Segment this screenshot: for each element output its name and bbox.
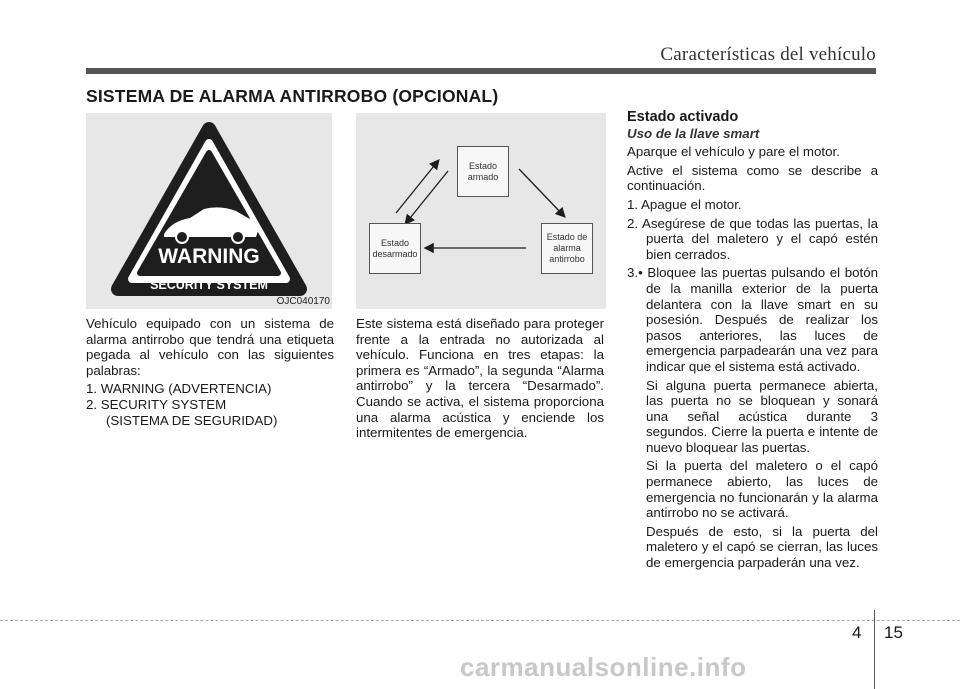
header-rule <box>86 68 876 74</box>
state-alarm-box: Estado de alarma antirrobo <box>541 223 593 274</box>
section-title: SISTEMA DE ALARMA ANTIRROBO (OPCIONAL) <box>86 86 499 106</box>
arrow-armed-to-alarm <box>519 169 564 216</box>
warning-triangle-icon <box>86 113 332 309</box>
warning-text: WARNING <box>158 245 260 268</box>
watermark: carmanualsonline.info <box>460 652 747 682</box>
alarm-states-diagram <box>356 113 606 309</box>
security-system-text: SECURITY SYSTEM <box>150 278 268 292</box>
arrow-disarmed-to-armed <box>396 161 438 213</box>
state-disarmed-box: Estado desarmado <box>369 223 421 274</box>
column-2-text <box>356 316 604 444</box>
heading-estado-activado: Estado activado <box>627 109 739 125</box>
intro-paragraph: Vehículo equipado con un sistema de alarma antirrobo que tendrá una etiqueta pegada al vehículo con las siguientes palabras: <box>86 316 334 378</box>
arrow-armed-to-disarmed <box>406 171 448 223</box>
chapter-title: Características del vehículo <box>660 44 876 65</box>
paragraph-park: Aparque el vehículo y pare el motor. <box>627 144 840 160</box>
warning-label-figure <box>86 113 332 309</box>
column-1-text <box>86 316 334 428</box>
footer-rule <box>0 620 960 621</box>
chapter-number: 4 <box>852 623 862 642</box>
diagram-arrows <box>356 113 606 309</box>
list-item-2: 2. SECURITY SYSTEM <box>86 396 227 412</box>
page-number: 15 <box>884 623 903 642</box>
page-number-separator <box>874 610 875 689</box>
note-trunk-open: Si la puerta del maletero o el capó permanece abierto, las luces de emergencia no funcionarán y la alarma antirrobo no se activará. <box>646 458 878 521</box>
note-door-open: Si alguna puerta permanece abierta, las puerta no se bloquean y sonará una señal acústica durante 3 segundos. Cierre la puerta e intente de nuevo bloquear las puertas. <box>646 377 878 455</box>
figure-code: OJC040170 <box>276 296 330 307</box>
column-3-text <box>627 110 878 574</box>
paragraph-activate: Active el sistema como se describe a continuación. <box>627 162 878 194</box>
system-description: Este sistema está diseñado para proteger frente a la entrada no autorizada al vehículo. Funciona en tres etapas: la primera es “Armado”, la segunda “Alarma antirrobo” y la tercera “Desarmado”. Cuando se activa, el sistema proporciona una alarma acústica y enciende los intermitentes de emergencia. <box>356 316 604 441</box>
state-armed-box: Estado armado <box>457 146 509 197</box>
step-2: 2. Asegúrese de que todas las puertas, la puerta del maletero y el capó estén bien cerrados. <box>627 215 878 262</box>
subheading-llave-smart: Uso de la llave smart <box>627 125 760 141</box>
step-3: 3.• Bloquee las puertas pulsando el botón de la manilla exterior de la puerta delantera con la llave smart en su posesión. Después de realizar los pasos anteriores, las luces de emergencia parpadearán una vez para indicar que el sistema está activado. <box>627 265 878 374</box>
note-after-close: Después de esto, si la puerta del maletero y el capó se cierran, las luces de emergencia parpaderán una vez. <box>646 523 878 571</box>
list-item-1: 1. WARNING (ADVERTENCIA) <box>86 381 272 397</box>
list-item-2-translation: (SISTEMA DE SEGURIDAD) <box>106 412 278 428</box>
step-1: 1. Apague el motor. <box>627 196 742 212</box>
